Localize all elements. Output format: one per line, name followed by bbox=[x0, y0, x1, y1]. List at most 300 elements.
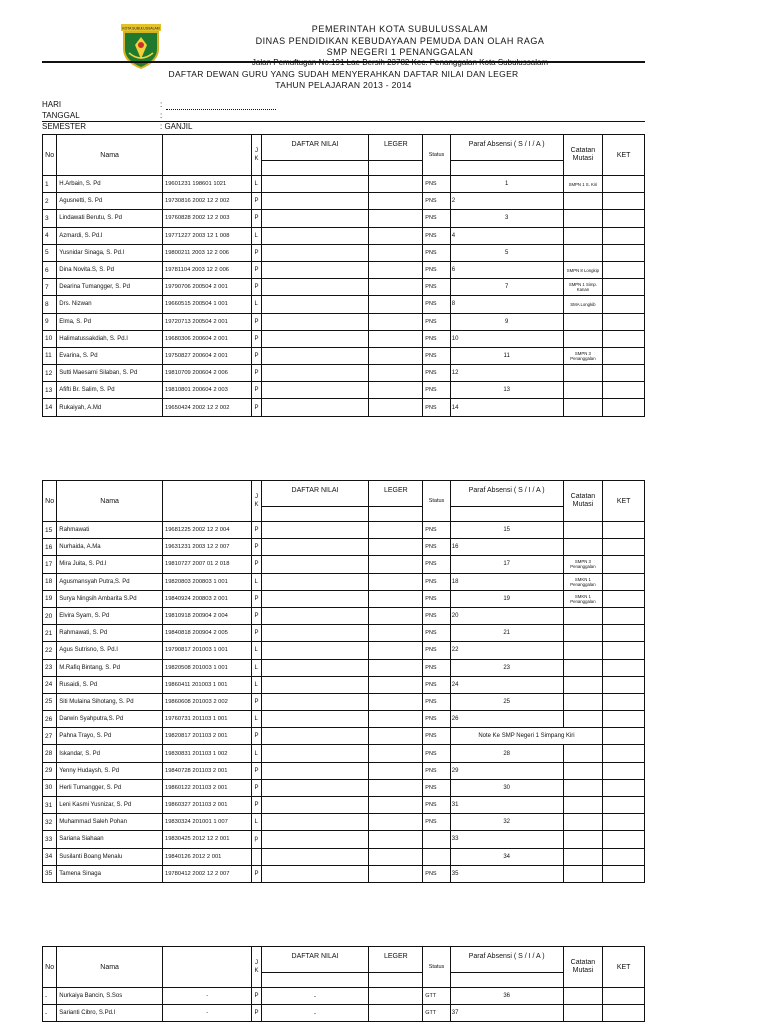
teacher-nip: 19660515 200504 1 001 bbox=[162, 296, 251, 313]
catatan-mutasi-cell bbox=[563, 193, 603, 210]
table-row bbox=[43, 659, 645, 676]
catatan-mutasi-cell bbox=[563, 848, 603, 865]
row-number: 13 bbox=[43, 382, 57, 399]
ket-cell bbox=[603, 762, 645, 779]
col-status-header: Status bbox=[423, 135, 450, 176]
catatan-mutasi-cell: SMPN 3 Penanggalan bbox=[563, 347, 603, 364]
teacher-name: Nurkaiya Bancin, S.Sos bbox=[57, 988, 163, 1005]
meta-divider bbox=[42, 121, 645, 122]
table-row bbox=[43, 556, 645, 573]
teacher-nip: 19631231 2003 12 2 007 bbox=[162, 539, 251, 556]
row-number: 25 bbox=[43, 693, 57, 710]
gender-cell: P bbox=[252, 693, 261, 710]
gender-cell: P bbox=[252, 988, 261, 1005]
catatan-mutasi-cell bbox=[563, 797, 603, 814]
status-cell: PNS bbox=[423, 399, 450, 416]
catatan-mutasi-cell bbox=[563, 625, 603, 642]
teacher-name: Agusnetti, S. Pd bbox=[57, 193, 163, 210]
ket-cell bbox=[603, 193, 645, 210]
leger-cell bbox=[369, 210, 423, 227]
status-cell: PNS bbox=[423, 347, 450, 364]
paraf-cell: 37 bbox=[450, 1005, 563, 1022]
teacher-name: Sutti Maesarni Silaban, S. Pd bbox=[57, 365, 163, 382]
header-divider bbox=[42, 61, 645, 63]
table-row bbox=[43, 313, 645, 330]
row-number: 35 bbox=[43, 865, 57, 882]
teacher-nip: 19760731 201103 1 001 bbox=[162, 711, 251, 728]
teacher-name: Dearina Tumangger, S. Pd bbox=[57, 279, 163, 296]
paraf-cell: 29 bbox=[450, 762, 563, 779]
catatan-mutasi-cell: SMPN 8 Longkip bbox=[563, 261, 603, 278]
col-jk-header bbox=[252, 481, 261, 522]
col-leger-label: LEGER bbox=[369, 135, 422, 161]
col-no-header: No bbox=[43, 481, 57, 522]
col-daftar-header bbox=[261, 947, 369, 988]
ket-cell bbox=[603, 279, 645, 296]
teacher-nip: 19771227 2003 12 1 008 bbox=[162, 227, 251, 244]
leger-cell bbox=[369, 330, 423, 347]
row-number: 7 bbox=[43, 279, 57, 296]
gender-cell: P bbox=[252, 539, 261, 556]
daftar-nilai-cell bbox=[261, 814, 369, 831]
status-cell: PNS bbox=[423, 244, 450, 261]
gender-cell: L bbox=[252, 296, 261, 313]
teacher-name: Muhammad Saleh Pohan bbox=[57, 814, 163, 831]
teacher-name: Surya Ningsih Ambarita S.Pd bbox=[57, 590, 163, 607]
gender-cell: p bbox=[252, 831, 261, 848]
daftar-nilai-cell: - bbox=[261, 1005, 369, 1022]
paraf-cell: 16 bbox=[450, 539, 563, 556]
table-row bbox=[43, 244, 645, 261]
row-number: 11 bbox=[43, 347, 57, 364]
table-row bbox=[43, 227, 645, 244]
document-title: DAFTAR DEWAN GURU YANG SUDAH MENYERAHKAN DAFTAR NILAI DAN LEGER bbox=[168, 69, 519, 79]
teacher-nip: 19860122 201103 2 001 bbox=[162, 779, 251, 796]
teacher-nip: 19760828 2002 12 2 003 bbox=[162, 210, 251, 227]
paraf-cell: 30 bbox=[450, 779, 563, 796]
catatan-mutasi-cell bbox=[563, 330, 603, 347]
ket-cell bbox=[603, 556, 645, 573]
col-status-header: Status bbox=[423, 947, 450, 988]
col-jk-bottom: K bbox=[254, 502, 259, 508]
leger-cell bbox=[369, 522, 423, 539]
col-nip-header bbox=[162, 947, 251, 988]
leger-cell bbox=[369, 797, 423, 814]
row-number: 28 bbox=[43, 745, 57, 762]
col-daftar-subcell bbox=[262, 161, 369, 175]
catatan-mutasi-cell bbox=[563, 676, 603, 693]
catatan-mutasi-cell bbox=[563, 814, 603, 831]
paraf-cell: 1 bbox=[450, 176, 563, 193]
ket-cell bbox=[603, 711, 645, 728]
catatan-mutasi-cell bbox=[563, 831, 603, 848]
status-cell: PNS bbox=[423, 711, 450, 728]
ket-cell bbox=[603, 210, 645, 227]
row-number: 17 bbox=[43, 556, 57, 573]
paraf-cell: 35 bbox=[450, 865, 563, 882]
daftar-nilai-cell: - bbox=[261, 988, 369, 1005]
ket-cell bbox=[603, 382, 645, 399]
daftar-nilai-cell bbox=[261, 607, 369, 624]
table-row bbox=[43, 607, 645, 624]
teacher-nip: 19730816 2002 12 2 002 bbox=[162, 193, 251, 210]
document-subtitle: TAHUN PELAJARAN 2013 - 2014 bbox=[275, 80, 412, 90]
catatan-mutasi-cell: SMPN 1 S. Kiri bbox=[563, 176, 603, 193]
catatan-mutasi-cell bbox=[563, 865, 603, 882]
paraf-cell: 8 bbox=[450, 296, 563, 313]
daftar-nilai-cell bbox=[261, 539, 369, 556]
leger-cell bbox=[369, 642, 423, 659]
status-cell bbox=[423, 831, 450, 848]
row-number: 20 bbox=[43, 607, 57, 624]
ket-cell bbox=[603, 365, 645, 382]
leger-cell bbox=[369, 814, 423, 831]
table-row bbox=[43, 296, 645, 313]
ket-cell bbox=[603, 313, 645, 330]
col-leger-subcell bbox=[369, 973, 422, 987]
catatan-mutasi-cell bbox=[563, 1005, 603, 1022]
row-number: 18 bbox=[43, 573, 57, 590]
col-daftar-header bbox=[261, 481, 369, 522]
ket-cell bbox=[603, 347, 645, 364]
daftar-nilai-cell bbox=[261, 865, 369, 882]
teacher-nip: 19840818 200904 2 005 bbox=[162, 625, 251, 642]
gender-cell: L bbox=[252, 227, 261, 244]
table-row bbox=[43, 797, 645, 814]
paraf-cell: 12 bbox=[450, 365, 563, 382]
gender-cell: L bbox=[252, 745, 261, 762]
col-nama-header: Nama bbox=[57, 481, 163, 522]
ket-cell bbox=[603, 399, 645, 416]
teacher-nip: 19780412 2002 12 2 007 bbox=[162, 865, 251, 882]
table-row bbox=[43, 399, 645, 416]
ket-cell bbox=[603, 797, 645, 814]
col-paraf-subcell bbox=[451, 507, 563, 521]
paraf-cell: 15 bbox=[450, 522, 563, 539]
col-leger-header bbox=[369, 135, 423, 176]
svg-text:KOTA SUBULUSSALAM: KOTA SUBULUSSALAM bbox=[122, 26, 160, 31]
leger-cell bbox=[369, 261, 423, 278]
ket-cell bbox=[603, 814, 645, 831]
leger-cell bbox=[369, 382, 423, 399]
gender-cell: P bbox=[252, 556, 261, 573]
paraf-cell: 17 bbox=[450, 556, 563, 573]
leger-cell bbox=[369, 573, 423, 590]
status-cell: PNS bbox=[423, 676, 450, 693]
gender-cell: P bbox=[252, 625, 261, 642]
status-cell: PNS bbox=[423, 330, 450, 347]
gender-cell: P bbox=[252, 193, 261, 210]
leger-cell bbox=[369, 296, 423, 313]
paraf-cell: 36 bbox=[450, 988, 563, 1005]
teacher-name: Halimatussakdiah, S. Pd.I bbox=[57, 330, 163, 347]
ket-cell bbox=[603, 728, 645, 745]
col-catatan-header: Catatan Mutasi bbox=[563, 481, 603, 522]
catatan-mutasi-cell: SMKN 1 Penanggalan bbox=[563, 573, 603, 590]
gender-cell: L bbox=[252, 659, 261, 676]
col-leger-header bbox=[369, 947, 423, 988]
catatan-mutasi-cell bbox=[563, 642, 603, 659]
col-paraf-label: Paraf Absensi ( S / I / A ) bbox=[451, 135, 563, 161]
daftar-nilai-cell bbox=[261, 590, 369, 607]
status-cell: PNS bbox=[423, 779, 450, 796]
catatan-mutasi-cell bbox=[563, 539, 603, 556]
paraf-cell: 25 bbox=[450, 693, 563, 710]
catatan-mutasi-cell bbox=[563, 382, 603, 399]
teacher-nip: - bbox=[162, 1005, 251, 1022]
teacher-name: Susilanti Boang Menalu bbox=[57, 848, 163, 865]
teacher-nip: 19790706 200504 2 001 bbox=[162, 279, 251, 296]
paraf-cell: 11 bbox=[450, 347, 563, 364]
status-cell: PNS bbox=[423, 365, 450, 382]
daftar-nilai-cell bbox=[261, 261, 369, 278]
teacher-nip: 19820803 200803 1 001 bbox=[162, 573, 251, 590]
table-row bbox=[43, 745, 645, 762]
gender-cell: P bbox=[252, 607, 261, 624]
row-number: 31 bbox=[43, 797, 57, 814]
col-no-header: No bbox=[43, 947, 57, 988]
status-cell: PNS bbox=[423, 573, 450, 590]
teacher-name: Azmardi, S. Pd.I bbox=[57, 227, 163, 244]
daftar-nilai-cell bbox=[261, 693, 369, 710]
paraf-cell: 28 bbox=[450, 745, 563, 762]
teacher-nip: - bbox=[162, 988, 251, 1005]
catatan-mutasi-cell bbox=[563, 693, 603, 710]
table-row bbox=[43, 522, 645, 539]
col-daftar-label: DAFTAR NILAI bbox=[262, 481, 369, 507]
col-ket-header: KET bbox=[603, 947, 645, 988]
ket-cell bbox=[603, 865, 645, 882]
leger-cell bbox=[369, 607, 423, 624]
catatan-mutasi-cell: SMA Longkib bbox=[563, 296, 603, 313]
gender-cell: P bbox=[252, 347, 261, 364]
status-cell: PNS bbox=[423, 296, 450, 313]
leger-cell bbox=[369, 711, 423, 728]
table-header-row bbox=[43, 135, 645, 176]
teacher-name: Darwin Syahputra,S. Pd bbox=[57, 711, 163, 728]
catatan-mutasi-cell bbox=[563, 365, 603, 382]
status-cell: PNS bbox=[423, 176, 450, 193]
paraf-cell: 19 bbox=[450, 590, 563, 607]
catatan-mutasi-cell bbox=[563, 227, 603, 244]
status-cell bbox=[423, 848, 450, 865]
col-catatan-header: Catatan Mutasi bbox=[563, 947, 603, 988]
gender-cell: P bbox=[252, 797, 261, 814]
ket-cell bbox=[603, 988, 645, 1005]
daftar-nilai-cell bbox=[261, 347, 369, 364]
teacher-nip: 19840924 200803 2 001 bbox=[162, 590, 251, 607]
gender-cell: P bbox=[252, 313, 261, 330]
teacher-name: Yusnidar Sinaga, S. Pd.I bbox=[57, 244, 163, 261]
catatan-mutasi-cell bbox=[563, 607, 603, 624]
tanggal-label: TANGGAL bbox=[42, 111, 80, 120]
catatan-mutasi-cell bbox=[563, 779, 603, 796]
paraf-cell: 23 bbox=[450, 659, 563, 676]
table-row bbox=[43, 573, 645, 590]
daftar-nilai-cell bbox=[261, 296, 369, 313]
status-cell: PNS bbox=[423, 745, 450, 762]
gender-cell: P bbox=[252, 210, 261, 227]
leger-cell bbox=[369, 625, 423, 642]
teacher-name: Elma, S. Pd bbox=[57, 313, 163, 330]
col-nip-header bbox=[162, 135, 251, 176]
col-ket-header: KET bbox=[603, 481, 645, 522]
header-line-3: SMP NEGERI 1 PENANGGALAN bbox=[326, 47, 474, 57]
table-row bbox=[43, 779, 645, 796]
leger-cell bbox=[369, 227, 423, 244]
table-row bbox=[43, 1005, 645, 1022]
leger-cell bbox=[369, 676, 423, 693]
teacher-nip: 19781104 2003 12 2 006 bbox=[162, 261, 251, 278]
teacher-nip: 19680306 200604 2 001 bbox=[162, 330, 251, 347]
paraf-cell: 20 bbox=[450, 607, 563, 624]
teacher-name: Rusaidi, S. Pd bbox=[57, 676, 163, 693]
teacher-nip: 19681225 2002 12 2 004 bbox=[162, 522, 251, 539]
table-row bbox=[43, 988, 645, 1005]
row-number: 14 bbox=[43, 399, 57, 416]
col-jk-top: J bbox=[255, 960, 259, 966]
status-cell: PNS bbox=[423, 797, 450, 814]
teacher-nip: 19860608 201003 2 002 bbox=[162, 693, 251, 710]
row-number: 6 bbox=[43, 261, 57, 278]
paraf-note-cell: Note Ke SMP Negeri 1 Simpang Kiri bbox=[450, 728, 603, 745]
daftar-nilai-cell bbox=[261, 522, 369, 539]
status-cell: PNS bbox=[423, 625, 450, 642]
daftar-nilai-cell bbox=[261, 797, 369, 814]
paraf-cell: 22 bbox=[450, 642, 563, 659]
col-daftar-subcell bbox=[262, 973, 369, 987]
teacher-name: Rahmawati bbox=[57, 522, 163, 539]
col-paraf-subcell bbox=[451, 161, 563, 175]
daftar-nilai-cell bbox=[261, 728, 369, 745]
table-row bbox=[43, 382, 645, 399]
daftar-nilai-cell bbox=[261, 676, 369, 693]
teacher-nip: 19860327 201103 2 001 bbox=[162, 797, 251, 814]
catatan-mutasi-cell bbox=[563, 399, 603, 416]
catatan-mutasi-cell bbox=[563, 522, 603, 539]
teacher-name: Agusmansyah Putra,S. Pd bbox=[57, 573, 163, 590]
teacher-name: Elvira Syam, S. Pd bbox=[57, 607, 163, 624]
paraf-cell: 3 bbox=[450, 210, 563, 227]
row-number: 33 bbox=[43, 831, 57, 848]
daftar-nilai-cell bbox=[261, 848, 369, 865]
paraf-cell: 34 bbox=[450, 848, 563, 865]
status-cell: PNS bbox=[423, 313, 450, 330]
ket-cell bbox=[603, 642, 645, 659]
daftar-nilai-cell bbox=[261, 176, 369, 193]
leger-cell bbox=[369, 693, 423, 710]
table-row bbox=[43, 193, 645, 210]
daftar-nilai-cell bbox=[261, 625, 369, 642]
teacher-name: Drs. Nizwan bbox=[57, 296, 163, 313]
col-leger-subcell bbox=[369, 507, 422, 521]
gender-cell: P bbox=[252, 590, 261, 607]
ket-cell bbox=[603, 659, 645, 676]
leger-cell bbox=[369, 279, 423, 296]
teacher-nip: 19810918 200904 2 004 bbox=[162, 607, 251, 624]
teacher-nip: 19840728 201103 2 001 bbox=[162, 762, 251, 779]
status-cell: PNS bbox=[423, 693, 450, 710]
gender-cell: P bbox=[252, 522, 261, 539]
gender-cell: P bbox=[252, 865, 261, 882]
table-row bbox=[43, 176, 645, 193]
leger-cell bbox=[369, 728, 423, 745]
ket-cell bbox=[603, 676, 645, 693]
teacher-name: M.Rafiq Bintang, S. Pd bbox=[57, 659, 163, 676]
col-leger-header bbox=[369, 481, 423, 522]
table-row bbox=[43, 814, 645, 831]
table-row bbox=[43, 539, 645, 556]
row-number: 10 bbox=[43, 330, 57, 347]
status-cell: PNS bbox=[423, 227, 450, 244]
leger-cell bbox=[369, 193, 423, 210]
row-number: 24 bbox=[43, 676, 57, 693]
col-paraf-subcell bbox=[451, 973, 563, 987]
row-number: 3 bbox=[43, 210, 57, 227]
teacher-nip: 19830831 201103 1 002 bbox=[162, 745, 251, 762]
gender-cell: L bbox=[252, 814, 261, 831]
status-cell: PNS bbox=[423, 865, 450, 882]
paraf-cell: 10 bbox=[450, 330, 563, 347]
leger-cell bbox=[369, 831, 423, 848]
gender-cell: L bbox=[252, 676, 261, 693]
table-row bbox=[43, 210, 645, 227]
table-row bbox=[43, 279, 645, 296]
catatan-mutasi-cell bbox=[563, 711, 603, 728]
row-number: 4 bbox=[43, 227, 57, 244]
gender-cell: L bbox=[252, 176, 261, 193]
daftar-nilai-cell bbox=[261, 365, 369, 382]
status-cell: PNS bbox=[423, 607, 450, 624]
col-jk-bottom: K bbox=[254, 156, 259, 162]
table-row bbox=[43, 711, 645, 728]
ket-cell bbox=[603, 607, 645, 624]
ket-cell bbox=[603, 625, 645, 642]
ket-cell bbox=[603, 261, 645, 278]
ket-cell bbox=[603, 176, 645, 193]
col-no-header: No bbox=[43, 135, 57, 176]
leger-cell bbox=[369, 347, 423, 364]
catatan-mutasi-cell bbox=[563, 210, 603, 227]
col-nama-header: Nama bbox=[57, 947, 163, 988]
row-number: 23 bbox=[43, 659, 57, 676]
ket-cell bbox=[603, 831, 645, 848]
gender-cell: P bbox=[252, 261, 261, 278]
teacher-nip: 19810801 200604 2 003 bbox=[162, 382, 251, 399]
ket-cell bbox=[603, 296, 645, 313]
teacher-name: Agus Sutrisno, S. Pd.I bbox=[57, 642, 163, 659]
col-daftar-label: DAFTAR NILAI bbox=[262, 947, 369, 973]
teacher-name: Yenny Hudaysh, S. Pd bbox=[57, 762, 163, 779]
teacher-nip: 19720713 200504 2 001 bbox=[162, 313, 251, 330]
gender-cell: P bbox=[252, 728, 261, 745]
daftar-nilai-cell bbox=[261, 193, 369, 210]
hari-fill-line bbox=[166, 109, 276, 110]
daftar-nilai-cell bbox=[261, 313, 369, 330]
status-cell: PNS bbox=[423, 728, 450, 745]
teacher-nip: 19860411 201003 1 001 bbox=[162, 676, 251, 693]
status-cell: PNS bbox=[423, 522, 450, 539]
catatan-mutasi-cell bbox=[563, 762, 603, 779]
catatan-mutasi-cell bbox=[563, 244, 603, 261]
col-leger-label: LEGER bbox=[369, 947, 422, 973]
table-row bbox=[43, 642, 645, 659]
col-jk-header bbox=[252, 135, 261, 176]
leger-cell bbox=[369, 556, 423, 573]
daftar-nilai-cell bbox=[261, 642, 369, 659]
daftar-nilai-cell bbox=[261, 745, 369, 762]
ket-cell bbox=[603, 1005, 645, 1022]
